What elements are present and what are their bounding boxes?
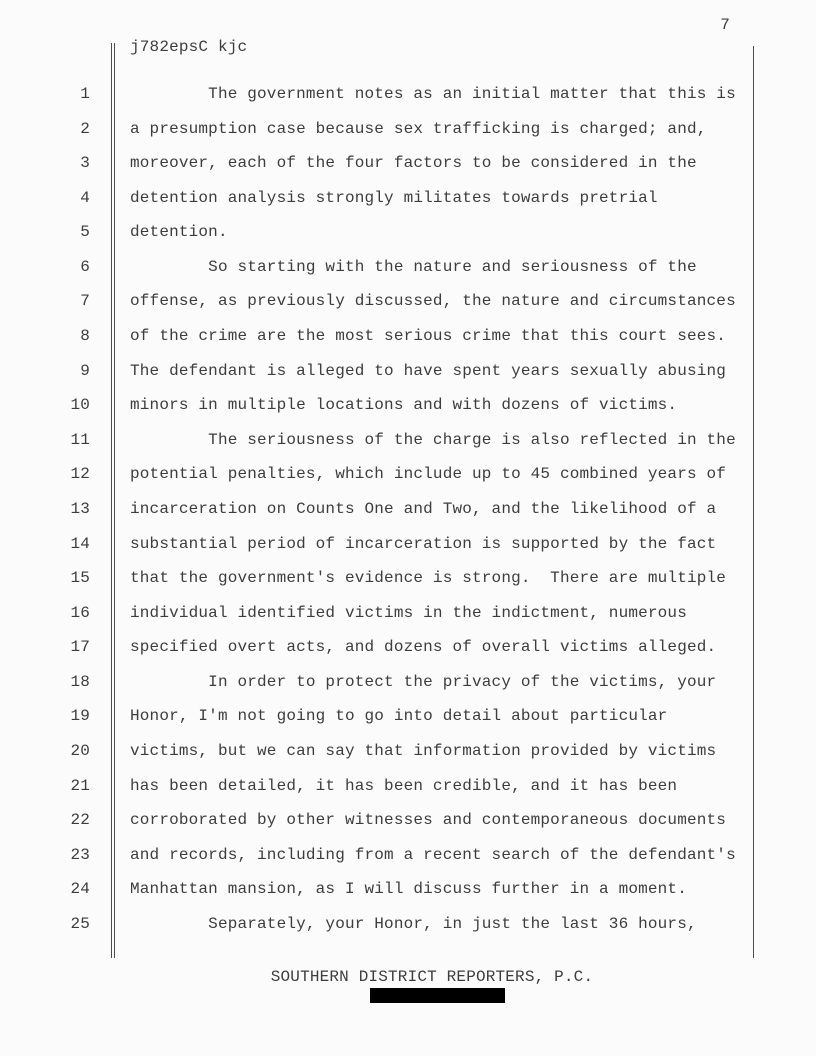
- line-number: 20: [70, 741, 90, 760]
- transcript-line: [0, 457, 760, 492]
- transcript-line-text: offense, as previously discussed, the nature and circumstances: [130, 292, 736, 311]
- transcript-line-text: Honor, I'm not going to go into detail about particular: [130, 707, 668, 726]
- footer-reporter: SOUTHERN DISTRICT REPORTERS, P.C.: [270, 968, 594, 986]
- transcript-line: [0, 146, 760, 181]
- transcript-line: [0, 284, 760, 319]
- transcript-line: [0, 872, 760, 907]
- transcript-line: [0, 838, 760, 873]
- transcript-line: [0, 354, 760, 389]
- transcript-line-text: The government notes as an initial matter that this is: [130, 85, 736, 103]
- transcript-line-text: potential penalties, which include up to 45 combined years of: [130, 465, 727, 484]
- line-number: 25: [70, 914, 90, 933]
- line-number: 3: [80, 154, 90, 173]
- transcript-line: [0, 250, 760, 285]
- line-number: 8: [80, 327, 90, 346]
- transcript-line: [0, 734, 760, 769]
- transcript-line-text: So starting with the nature and seriousness of the: [130, 257, 697, 276]
- transcript-line-text: specified overt acts, and dozens of overall victims alleged.: [130, 638, 717, 657]
- transcript-line-text: The seriousness of the charge is also reflected in the: [130, 430, 736, 449]
- transcript-line: [0, 527, 760, 562]
- transcript-line-text: substantial period of incarceration is supported by the fact: [130, 534, 717, 553]
- line-number: 12: [70, 465, 90, 484]
- transcript-body: [0, 77, 760, 941]
- transcript-line: [0, 769, 760, 804]
- transcript-line-text: of the crime are the most serious crime that this court sees.: [130, 327, 727, 346]
- line-number: 14: [70, 534, 90, 553]
- transcript-line-text: detention analysis strongly militates towards pretrial: [130, 188, 658, 207]
- transcript-line-text: individual identified victims in the indictment, numerous: [130, 603, 687, 622]
- transcript-line: [0, 215, 760, 250]
- transcript-line-text: victims, but we can say that information provided by victims: [130, 741, 717, 760]
- line-number: 1: [80, 85, 90, 103]
- transcript-line: [0, 907, 760, 942]
- transcript-line-text: and records, including from a recent search of the defendant's: [130, 845, 736, 864]
- line-number: 9: [80, 361, 90, 380]
- line-number: 4: [80, 188, 90, 207]
- transcript-line-text: detention.: [130, 223, 228, 242]
- transcript-line-text: a presumption case because sex trafficking is charged; and,: [130, 119, 707, 138]
- line-number: 23: [70, 845, 90, 864]
- redaction-bar: [370, 988, 505, 1003]
- line-number: 2: [80, 119, 90, 138]
- transcript-line: [0, 492, 760, 527]
- transcript-line: [0, 181, 760, 216]
- transcript-line-text: Separately, your Honor, in just the last 36 hours,: [130, 914, 697, 933]
- transcript-line: [0, 112, 760, 147]
- transcript-line: [0, 319, 760, 354]
- transcript-line: [0, 561, 760, 596]
- transcript-line-text: moreover, each of the four factors to be considered in the: [130, 154, 697, 173]
- line-number: 15: [70, 569, 90, 588]
- line-number: 10: [70, 396, 90, 415]
- line-number: 16: [70, 603, 90, 622]
- transcript-line-text: The defendant is alleged to have spent years sexually abusing: [130, 361, 727, 380]
- transcript-line: [0, 388, 760, 423]
- line-number: 13: [70, 499, 90, 518]
- page-number: 7: [720, 16, 730, 34]
- transcript-line: [0, 665, 760, 700]
- line-number: 24: [70, 880, 90, 899]
- line-number: 17: [70, 638, 90, 657]
- line-number: 22: [70, 811, 90, 830]
- transcript-line-text: minors in multiple locations and with dozens of victims.: [130, 396, 678, 415]
- transcript-line-text: that the government's evidence is strong. There are multiple: [130, 569, 727, 588]
- transcript-header-id: j782epsC kjc: [130, 38, 248, 56]
- transcript-line: [0, 699, 760, 734]
- line-number: 11: [70, 430, 90, 449]
- line-number: 19: [70, 707, 90, 726]
- transcript-line-text: corroborated by other witnesses and contemporaneous documents: [130, 811, 727, 830]
- line-number: 18: [70, 672, 90, 691]
- transcript-line: [0, 423, 760, 458]
- line-number: 5: [80, 223, 90, 242]
- transcript-line-text: incarceration on Counts One and Two, and the likelihood of a: [130, 499, 717, 518]
- line-number: 21: [70, 776, 90, 795]
- transcript-line: [0, 596, 760, 631]
- transcript-line-text: In order to protect the privacy of the victims, your: [130, 672, 717, 691]
- line-number: 6: [80, 257, 90, 276]
- transcript-line-text: has been detailed, it has been credible, and it has been: [130, 776, 678, 795]
- transcript-line: [0, 630, 760, 665]
- line-number: 7: [80, 292, 90, 311]
- transcript-line: [0, 803, 760, 838]
- transcript-line-text: Manhattan mansion, as I will discuss further in a moment.: [130, 880, 687, 899]
- transcript-line: [0, 77, 760, 112]
